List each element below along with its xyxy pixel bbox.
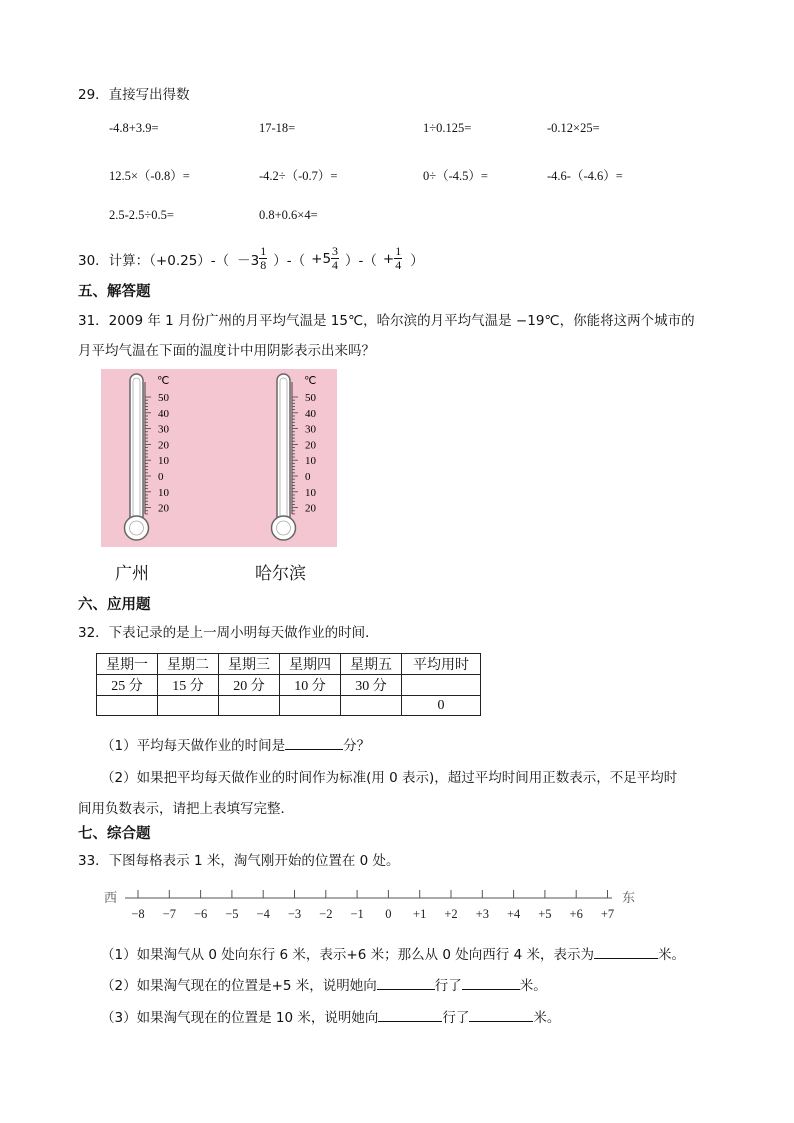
calc-item: -4.2÷（-0.7）=	[259, 169, 338, 183]
table-cell-blank[interactable]	[341, 696, 402, 716]
answer-blank[interactable]	[462, 975, 520, 990]
q31-line1: 31．2009 年 1 月份广州的月平均气温是 15℃，哈尔滨的月平均气温是 −19℃，你能将这两个城市的	[78, 313, 695, 329]
table-header: 星期三	[219, 654, 280, 675]
answer-blank[interactable]	[285, 735, 343, 750]
number-line-label: +4	[506, 907, 521, 921]
q30-suffix: ）	[410, 252, 424, 269]
q30-term1-whole: －3	[237, 252, 260, 269]
thermometer-panel	[101, 369, 337, 547]
calc-item: 1÷0.125=	[423, 121, 472, 135]
thermometers-svg	[101, 369, 337, 547]
q30-expression	[78, 245, 424, 272]
temp-tick-label-left: 10	[158, 486, 169, 499]
table-header: 星期四	[280, 654, 341, 675]
q31-line2: 月平均气温在下面的温度计中用阴影表示出来吗？	[78, 343, 375, 359]
city-harbin: 哈尔滨	[255, 564, 306, 584]
calc-item: 0.8+0.6×4=	[259, 208, 318, 222]
number-line-label: −6	[193, 907, 208, 921]
number-line	[100, 882, 650, 926]
number-line-label: 0	[385, 907, 392, 921]
table-row	[97, 696, 481, 716]
temp-tick-label-right: 0	[305, 471, 311, 483]
q30-term1-fraction: $\frac{1}{8}$	[260, 244, 267, 272]
table-row	[97, 654, 481, 675]
table-cell-blank[interactable]	[158, 696, 219, 716]
number-line-label: +1	[413, 907, 427, 921]
table-header: 星期五	[341, 654, 402, 675]
q30-term2-fraction: $\frac{3}{4}$	[332, 244, 339, 272]
answer-blank[interactable]	[377, 975, 435, 990]
q29-title: 29．直接写出得数	[78, 87, 190, 103]
number-line-label: −5	[225, 907, 239, 921]
q32-part2-line1: （2）如果把平均每天做作业的时间作为标准(用 0 表示)，超过平均时间用正数表示，不足平均时	[101, 770, 678, 786]
temp-tick-label-right: 30	[305, 423, 316, 436]
calc-item: -4.8+3.9=	[109, 121, 159, 135]
q32-part2-line2: 间用负数表示，请把上表填写完整．	[78, 801, 294, 817]
number-line-label: +3	[475, 907, 489, 921]
table-cell: 0	[402, 696, 481, 716]
section-5-heading: 五、解答题	[78, 284, 151, 300]
temp-tick-label-right: 20	[305, 439, 316, 452]
number-line-svg	[100, 882, 650, 926]
calc-item: 12.5×（-0.8）=	[109, 169, 190, 183]
thermometer-harbin	[272, 374, 296, 540]
temp-tick-label-right: 20	[305, 502, 316, 515]
q30-term3-sign: +	[382, 250, 395, 267]
thermometer-guangzhou	[125, 374, 149, 540]
table-cell-blank[interactable]	[280, 696, 341, 716]
number-line-label: −2	[319, 907, 333, 921]
temp-tick-label-left: 20	[158, 502, 169, 515]
q30-term3-fraction: $\frac{1}{4}$	[395, 244, 402, 272]
number-line-label: +2	[444, 907, 458, 921]
table-header: 平均用时	[402, 654, 481, 675]
table-cell: 10 分	[280, 675, 341, 696]
q33-part2: （2）如果淘气现在的位置是+5 米，说明她向 行了 米。	[101, 974, 547, 994]
temp-tick-label-right: 10	[305, 455, 316, 468]
west-label: 西	[104, 891, 118, 906]
calc-item: 0÷（-4.5）=	[423, 169, 488, 183]
table-row	[97, 675, 481, 696]
number-line-label: −3	[287, 907, 302, 921]
calc-item: -0.12×25=	[547, 121, 600, 135]
calc-item: 2.5-2.5÷0.5=	[109, 208, 174, 222]
temp-tick-label-left: 30	[158, 423, 169, 436]
q30-mid2: ）-（	[345, 252, 377, 269]
east-label: 东	[622, 891, 636, 906]
temp-tick-label-left: 0	[158, 471, 164, 483]
number-line-label: −8	[131, 907, 145, 921]
answer-blank[interactable]	[469, 1007, 533, 1022]
table-cell-blank[interactable]	[219, 696, 280, 716]
temp-tick-label-left: 20	[158, 439, 169, 452]
temp-tick-label-left: 40	[158, 407, 169, 420]
q33-part1: （1）如果淘气从 0 处向东行 6 米，表示+6 米；那么从 0 处向西行 4 米，表示为 米。	[101, 943, 685, 963]
number-line-label: −7	[162, 907, 176, 921]
homework-table	[96, 653, 481, 716]
temp-tick-label-left: 10	[158, 455, 169, 468]
answer-blank[interactable]	[378, 1007, 442, 1022]
section-7-heading: 七、综合题	[78, 826, 151, 842]
table-cell-blank[interactable]	[97, 696, 158, 716]
unit-label-right: ℃	[304, 375, 317, 387]
calc-item: 17-18=	[259, 121, 296, 135]
number-line-label: +6	[569, 907, 583, 921]
temp-tick-label-left: 50	[158, 392, 169, 404]
q30-prefix: 30．计算：（+0.25）-（	[78, 252, 230, 269]
temp-tick-label-right: 40	[305, 407, 316, 420]
q32-part1: （1）平均每天做作业的时间是 分？	[101, 734, 370, 754]
number-line-label: +5	[538, 907, 552, 921]
number-line-label: −4	[256, 907, 270, 921]
table-cell: 25 分	[97, 675, 158, 696]
temp-tick-label-right: 10	[305, 486, 316, 499]
table-header: 星期二	[158, 654, 219, 675]
table-cell: 15 分	[158, 675, 219, 696]
table-cell: 30 分	[341, 675, 402, 696]
q33-part3: （3）如果淘气现在的位置是 10 米，说明她向 行了 米。	[101, 1006, 560, 1026]
unit-label-left: ℃	[157, 375, 170, 387]
temp-tick-label-right: 50	[305, 392, 316, 404]
number-line-label: −1	[350, 907, 364, 921]
answer-blank[interactable]	[594, 944, 658, 959]
city-guangzhou: 广州	[115, 564, 149, 584]
table-cell: 20 分	[219, 675, 280, 696]
calc-item: -4.6-（-4.6）=	[547, 169, 623, 183]
table-header: 星期一	[97, 654, 158, 675]
q32-title: 32．下表记录的是上一周小明每天做作业的时间．	[78, 625, 379, 641]
number-line-label: +7	[600, 907, 615, 921]
section-6-heading: 六、应用题	[78, 597, 151, 613]
q30-mid1: ）-（	[273, 252, 306, 269]
q30-term2-whole: +5	[311, 250, 332, 267]
q33-title: 33．下图每格表示 1 米，淘气刚开始的位置在 0 处。	[78, 853, 400, 869]
table-cell	[402, 675, 481, 696]
